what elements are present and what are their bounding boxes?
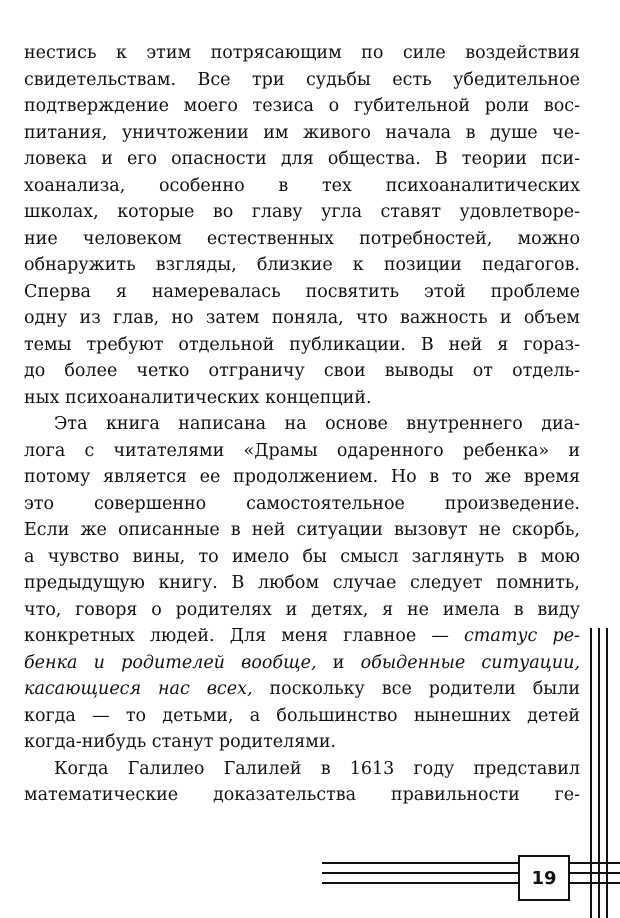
italic-fragment: статус ре- (463, 626, 580, 646)
footer-rule (322, 882, 520, 884)
margin-rule (606, 628, 608, 918)
margin-rule (590, 628, 592, 918)
text-line (24, 676, 580, 703)
text-line: свидетельствам. Все три судьбы есть убедительное (24, 69, 580, 90)
footer-rule (570, 872, 620, 874)
text-line: подтверждение моего тезиса о губительной роли вос- (24, 96, 580, 116)
footer-rule (322, 862, 520, 864)
text-fragment: конкретных людей. Для меня главное — (24, 626, 449, 646)
text-line (24, 623, 580, 650)
italic-fragment: обыденные ситуации, (360, 652, 580, 673)
text-line: Сперва я намеревалась посвятить этой проблеме (24, 281, 580, 302)
text-line: когда — то детьми, а большинство нынешних детей (24, 705, 580, 726)
text-line: Эта книга написана на основе внутреннего диа- (54, 414, 580, 434)
text-line: до более четко отграничу свои выводы от отдель- (24, 361, 580, 381)
footer-rule (322, 872, 520, 874)
text-line: ных психоаналитических концепций. (24, 387, 372, 408)
text-line: Если же описанные в ней ситуации вызовут не скорбь, (24, 520, 580, 540)
footer-rule (570, 882, 620, 884)
footer-rule (570, 862, 620, 864)
text-line: потому является ее продолжением. Но в то же время (24, 467, 580, 487)
text-line: Когда Галилео Галилей в 1613 году представил (54, 758, 580, 779)
text-line: предыдущую книгу. В любом случае следует помнить, (24, 573, 580, 593)
text-line: темы требуют отдельной публикации. В ней я гораз- (24, 334, 580, 355)
margin-rule (598, 628, 600, 918)
text-line: это совершенно самостоятельное произведение. (24, 493, 580, 514)
text-line: школах, которые во главу угла ставят удовлетворе- (24, 202, 580, 222)
text-line: когда-нибудь станут родителями. (24, 732, 337, 752)
italic-fragment: касающиеся нас всех, (24, 679, 253, 699)
text-line: математические доказательства правильности ге- (24, 785, 580, 805)
text-line: а чувство вины, то имело бы смысл заглянуть в мою (24, 546, 580, 567)
text-fragment: и (316, 652, 361, 673)
italic-fragment: бенка и родителей вообще, (24, 652, 317, 673)
text-line: что, говоря о родителях и детях, я не имела в виду (24, 599, 580, 620)
text-line: лога с читателями «Драмы одаренного ребенка» и (24, 440, 580, 461)
body-text (24, 40, 580, 809)
page-number: 19 (518, 855, 570, 901)
text-line (24, 650, 580, 677)
text-line: хоанализа, особенно в тех психоаналитических (24, 175, 580, 196)
text-line: питания, уничтожении им живого начала в душе че- (24, 122, 580, 143)
text-fragment: поскольку все родители были (252, 679, 580, 699)
text-line: ловека и его опасности для общества. В теории пси- (24, 149, 580, 169)
text-line: ние человеком естественных потребностей, можно (24, 228, 580, 249)
text-line: одну из глав, но затем поняла, что важность и объем (24, 308, 580, 328)
text-line: нестись к этим потрясающим по силе воздействия (24, 43, 580, 63)
text-line: обнаружить взгляды, близкие к позиции педагогов. (24, 255, 580, 275)
